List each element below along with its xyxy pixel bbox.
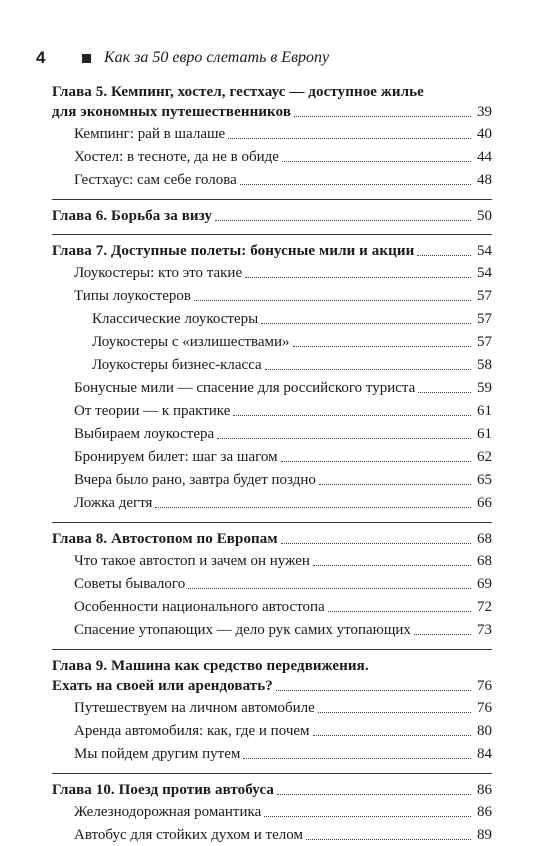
toc-page-number: 57 (477, 333, 492, 350)
dot-leader (313, 565, 471, 566)
dot-leader (276, 690, 471, 691)
toc-section[interactable] (52, 620, 492, 640)
toc-entry-title: Лоукостеры бизнес-класса (92, 356, 262, 373)
toc-section[interactable] (52, 147, 492, 167)
toc-page-number: 66 (477, 494, 492, 511)
dot-leader (240, 184, 471, 185)
dot-leader (328, 611, 471, 612)
page-number: 4 (36, 48, 46, 67)
dot-leader (414, 634, 471, 635)
toc-section[interactable] (52, 597, 492, 617)
toc-entry-title: Бонусные мили — спасение для российского туриста (74, 379, 416, 396)
toc-page-number: 61 (477, 425, 492, 442)
toc-section[interactable] (52, 124, 492, 144)
toc-entry-title: От теории — к практике (74, 402, 231, 419)
toc-page-number: 76 (477, 699, 492, 716)
toc-section[interactable] (52, 170, 492, 190)
toc-page-number: 57 (477, 287, 492, 304)
toc-page-number: 65 (477, 471, 492, 488)
dot-leader (265, 369, 471, 370)
dot-leader (313, 735, 471, 736)
toc-page-number: 89 (477, 826, 492, 843)
dot-leader (293, 346, 471, 347)
toc-chapter[interactable] (52, 656, 492, 696)
toc-page-number: 59 (477, 379, 492, 396)
toc-page-number: 54 (477, 264, 492, 281)
toc-entry-title: для экономных путешественников (52, 104, 292, 120)
toc-page-number: 84 (477, 745, 492, 762)
toc-section[interactable] (52, 378, 492, 398)
toc-page-number: 68 (477, 531, 492, 547)
dot-leader (306, 839, 471, 840)
chapter-divider (52, 234, 492, 235)
toc-section[interactable] (52, 286, 492, 306)
toc-entry-title: Что такое автостоп и зачем он нужен (74, 552, 310, 569)
toc-entry-title: Лоукостеры: кто это такие (74, 264, 243, 281)
dot-leader (417, 255, 471, 256)
toc-entry-title: Автобус для стойких духом и телом (74, 826, 303, 843)
dot-leader (281, 543, 471, 544)
toc-section[interactable] (52, 744, 492, 764)
toc-entry-title: Выбираем лоукостера (74, 425, 215, 442)
toc-entry-title: Вчера было рано, завтра будет поздно (74, 471, 316, 488)
toc-page-number: 50 (477, 208, 492, 224)
toc-page-number: 86 (477, 803, 492, 820)
dot-leader (245, 277, 471, 278)
toc-section[interactable] (52, 332, 492, 352)
toc-section[interactable] (52, 551, 492, 571)
toc-entry-title: Глава 7. Доступные полеты: бонусные мили и акции (52, 243, 415, 259)
toc-section[interactable] (52, 424, 492, 444)
toc-chapter[interactable] (52, 82, 492, 122)
toc-page-number: 76 (477, 678, 492, 694)
table-of-contents (52, 82, 492, 846)
running-title: Как за 50 евро слетать в Европу (104, 49, 330, 66)
toc-page-number: 58 (477, 356, 492, 373)
toc-section[interactable] (52, 574, 492, 594)
toc-entry-title: Глава 8. Автостопом по Европам (52, 531, 278, 547)
toc-section[interactable] (52, 355, 492, 375)
toc-chapter[interactable] (52, 206, 492, 226)
dot-leader (318, 712, 471, 713)
toc-entry-title: Хостел: в тесноте, да не в обиде (74, 148, 279, 165)
chapter-divider (52, 649, 492, 650)
toc-section[interactable] (52, 698, 492, 718)
toc-entry-title: Лоукостеры с «излишествами» (92, 333, 290, 350)
toc-entry-title: Классические лоукостеры (92, 310, 259, 327)
dot-leader (294, 116, 471, 117)
toc-section[interactable] (52, 802, 492, 822)
toc-page-number: 61 (477, 402, 492, 419)
toc-page-number: 40 (477, 125, 492, 142)
toc-page-number: 86 (477, 782, 492, 798)
chapter-divider (52, 522, 492, 523)
toc-entry-title: Глава 10. Поезд против автобуса (52, 782, 274, 798)
toc-page-number: 73 (477, 621, 492, 638)
chapter-divider (52, 199, 492, 200)
dot-leader (233, 415, 471, 416)
toc-entry-title: Мы пойдем другим путем (74, 745, 241, 762)
toc-page-number: 80 (477, 722, 492, 739)
toc-chapter[interactable] (52, 780, 492, 800)
toc-page-number: 39 (477, 104, 492, 120)
dot-leader (264, 816, 471, 817)
dot-leader (243, 758, 471, 759)
toc-section[interactable] (52, 447, 492, 467)
toc-section[interactable] (52, 721, 492, 741)
dot-leader (194, 300, 471, 301)
dot-leader (217, 438, 471, 439)
dot-leader (215, 220, 471, 221)
dot-leader (261, 323, 471, 324)
toc-entry-title-line: Глава 5. Кемпинг, хостел, гестхаус — доступное жилье (52, 84, 424, 100)
toc-section[interactable] (52, 401, 492, 421)
dot-leader (281, 461, 471, 462)
dot-leader (188, 588, 471, 589)
dot-leader (228, 138, 471, 139)
toc-chapter[interactable] (52, 241, 492, 261)
square-marker-icon (82, 54, 91, 63)
page-header (36, 46, 329, 70)
toc-page-number: 57 (477, 310, 492, 327)
toc-entry-title: Спасение утопающих — дело рук самих утопающих (74, 621, 411, 638)
toc-section[interactable] (52, 470, 492, 490)
toc-entry-title: Бронируем билет: шаг за шагом (74, 448, 278, 465)
dot-leader (418, 392, 471, 393)
chapter-divider (52, 773, 492, 774)
toc-entry-title: Ложка дегтя (74, 494, 153, 511)
toc-section[interactable] (52, 493, 492, 513)
toc-page-number: 48 (477, 171, 492, 188)
toc-section[interactable] (52, 263, 492, 283)
toc-entry-title: Ехать на своей или арендовать? (52, 678, 273, 694)
dot-leader (277, 794, 471, 795)
toc-page-number: 69 (477, 575, 492, 592)
dot-leader (319, 484, 471, 485)
toc-entry-title: Глава 6. Борьба за визу (52, 208, 213, 224)
toc-entry-title: Гестхаус: сам себе голова (74, 171, 237, 188)
toc-section[interactable] (52, 825, 492, 845)
toc-entry-title: Типы лоукостеров (74, 287, 191, 304)
toc-page-number: 62 (477, 448, 492, 465)
dot-leader (155, 507, 471, 508)
toc-page-number: 44 (477, 148, 492, 165)
toc-entry-title: Кемпинг: рай в шалаше (74, 125, 226, 142)
toc-page-number: 72 (477, 598, 492, 615)
toc-entry-title: Железнодорожная романтика (74, 803, 262, 820)
toc-entry-title: Особенности национального автостопа (74, 598, 325, 615)
toc-entry-title: Аренда автомобиля: как, где и почем (74, 722, 310, 739)
toc-section[interactable] (52, 309, 492, 329)
toc-entry-title-line: Глава 9. Машина как средство передвижения. (52, 658, 369, 674)
toc-page-number: 54 (477, 243, 492, 259)
toc-entry-title: Путешествуем на личном автомобиле (74, 699, 315, 716)
toc-entry-title: Советы бывалого (74, 575, 186, 592)
dot-leader (282, 161, 471, 162)
toc-page-number: 68 (477, 552, 492, 569)
toc-chapter[interactable] (52, 529, 492, 549)
